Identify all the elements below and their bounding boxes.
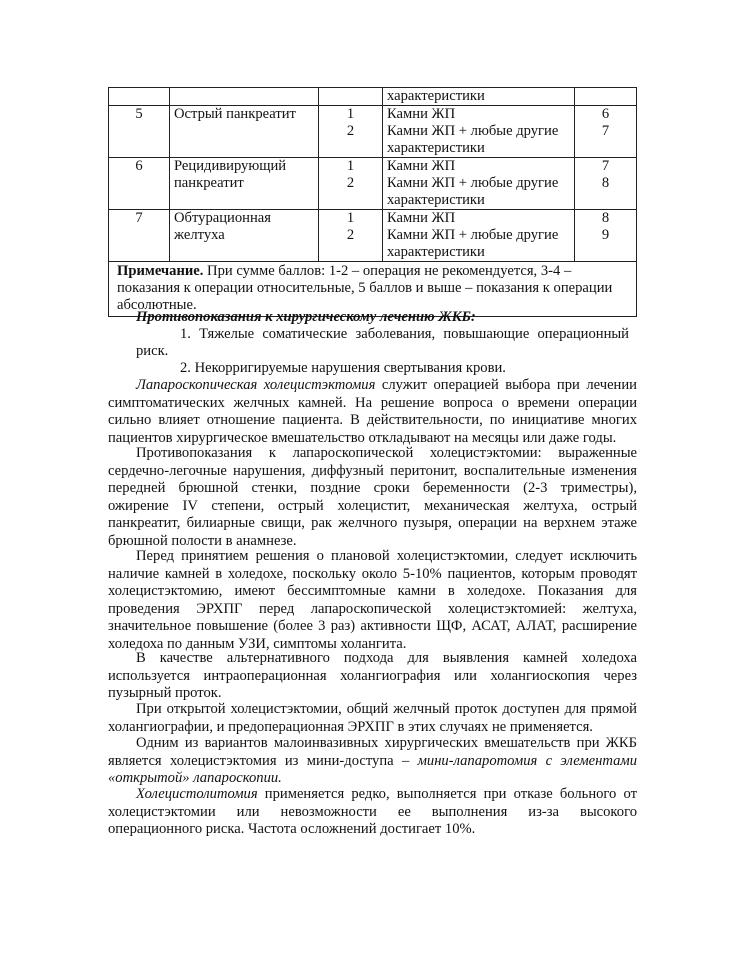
table-cell-number: 6 — [109, 158, 170, 210]
paragraph-laparoscopic: Лапароскопическая холецистэктомия служит операцией выбора при лечении симптоматических желчных камней. На решение вопроса о времени операции сильно влияет отношение пациента. В действительности, по инициативе многих пациентов хирургическое вмешательство откладывают на месяцы или даже годы. — [108, 377, 637, 446]
note-label: Примечание. — [117, 263, 204, 279]
paragraph-minimally-invasive: Одним из вариантов малоинвазивных хирургических вмешательств при ЖКБ является холецистэктомия из мини-доступа – мини-лапаротомия с элементами «открытой» лапароскопии. — [108, 735, 637, 787]
table-note: Примечание. При сумме баллов: 1-2 – операция не рекомендуется, 3-4 – показания к операции относительные, 5 баллов и выше – показания к операции абсолютные. — [109, 262, 637, 317]
paragraph-open-cholecystectomy: При открытой холецистэктомии, общий желчный проток доступен для прямой холангиографии, и предоперационная ЭРХПГ в этих случаях не применяется. — [108, 701, 637, 735]
paragraph-cholecystolithotomy: Холецистолитомия применяется редко, выполняется при отказе больного от холецистэктомии или невозможности ее выполнения из-за высокого операционного риска. Частота осложнений достигает 10%. — [108, 786, 637, 838]
list-item: 1. Тяжелые соматические заболевания, повышающие операционный риск. — [136, 326, 629, 359]
table-cell-characteristics: Камни ЖП Камни ЖП + любые другие характеристики — [383, 106, 575, 158]
table-cell-grades: 1 2 — [319, 106, 383, 158]
table-row — [109, 158, 637, 210]
table-cell-characteristics: Камни ЖП Камни ЖП + любые другие характеристики — [383, 210, 575, 262]
table-cell-condition: Рецидивирующий панкреатит — [170, 158, 319, 210]
table-row — [109, 210, 637, 262]
table-row — [109, 106, 637, 158]
surgery-indications-table — [108, 87, 637, 317]
table-cell-scores: 6 7 — [575, 106, 637, 158]
table-cell-grades: 1 2 — [319, 210, 383, 262]
table-cell-scores: 8 9 — [575, 210, 637, 262]
paragraph-alternative-approach: В качестве альтернативного подхода для выявления камней холедоха используется интраоперационная холангиография или холангиоскопия через пузырный проток. — [108, 650, 637, 702]
term-mini-laparotomy: мини-лапаротомия с элементами — [417, 752, 637, 769]
table-cell-characteristics: характеристики — [383, 88, 575, 106]
contraindications-heading: Противопоказания к хирургическому лечению ЖКБ: — [136, 309, 476, 325]
list-item: 2. Некорригируемые нарушения свертывания крови. — [180, 360, 506, 376]
paragraph-contraindications-laparoscopy: Противопоказания к лапароскопической холецистэктомии: выраженные сердечно-легочные нарушения, диффузный перитонит, воспалительные изменения передней брюшной стенки, поздние сроки беременности (2-3 триместры), ожирение IV степени, острый холецистит, механическая желтуха, острый панкреатит, билиарные свищи, рак желчного пузыря, операции на верхнем этаже брюшной полости в анамнезе. — [108, 445, 637, 549]
table-cell-grades: 1 2 — [319, 158, 383, 210]
table-cell-characteristics: Камни ЖП Камни ЖП + любые другие характеристики — [383, 158, 575, 210]
table-row — [109, 88, 637, 106]
table-cell-scores: 7 8 — [575, 158, 637, 210]
term-cholecystolithotomy: Холецистолитомия — [136, 786, 258, 802]
table-cell-number: 7 — [109, 210, 170, 262]
table-cell-number: 5 — [109, 106, 170, 158]
term-laparoscopic-cholecystectomy: Лапароскопическая холецистэктомия — [136, 377, 376, 393]
table-cell-condition: Острый панкреатит — [170, 106, 319, 158]
table-cell-condition: Обтурационная желтуха — [170, 210, 319, 262]
paragraph-planned-cholecystectomy: Перед принятием решения о плановой холецистэктомии, следует исключить наличие камней в холедохе, поскольку около 5-10% пациентов, которым проводят холецистэктомию, имеют бессимптомные камни в холедохе. Показания для проведения ЭРХПГ перед лапароскопической холецистэктомией: желтуха, значительное повышение (более 3 раз) активности ЩФ, АСАТ, АЛАТ, расширение холедоха по данным УЗИ, симптомы холангита. — [108, 548, 637, 652]
